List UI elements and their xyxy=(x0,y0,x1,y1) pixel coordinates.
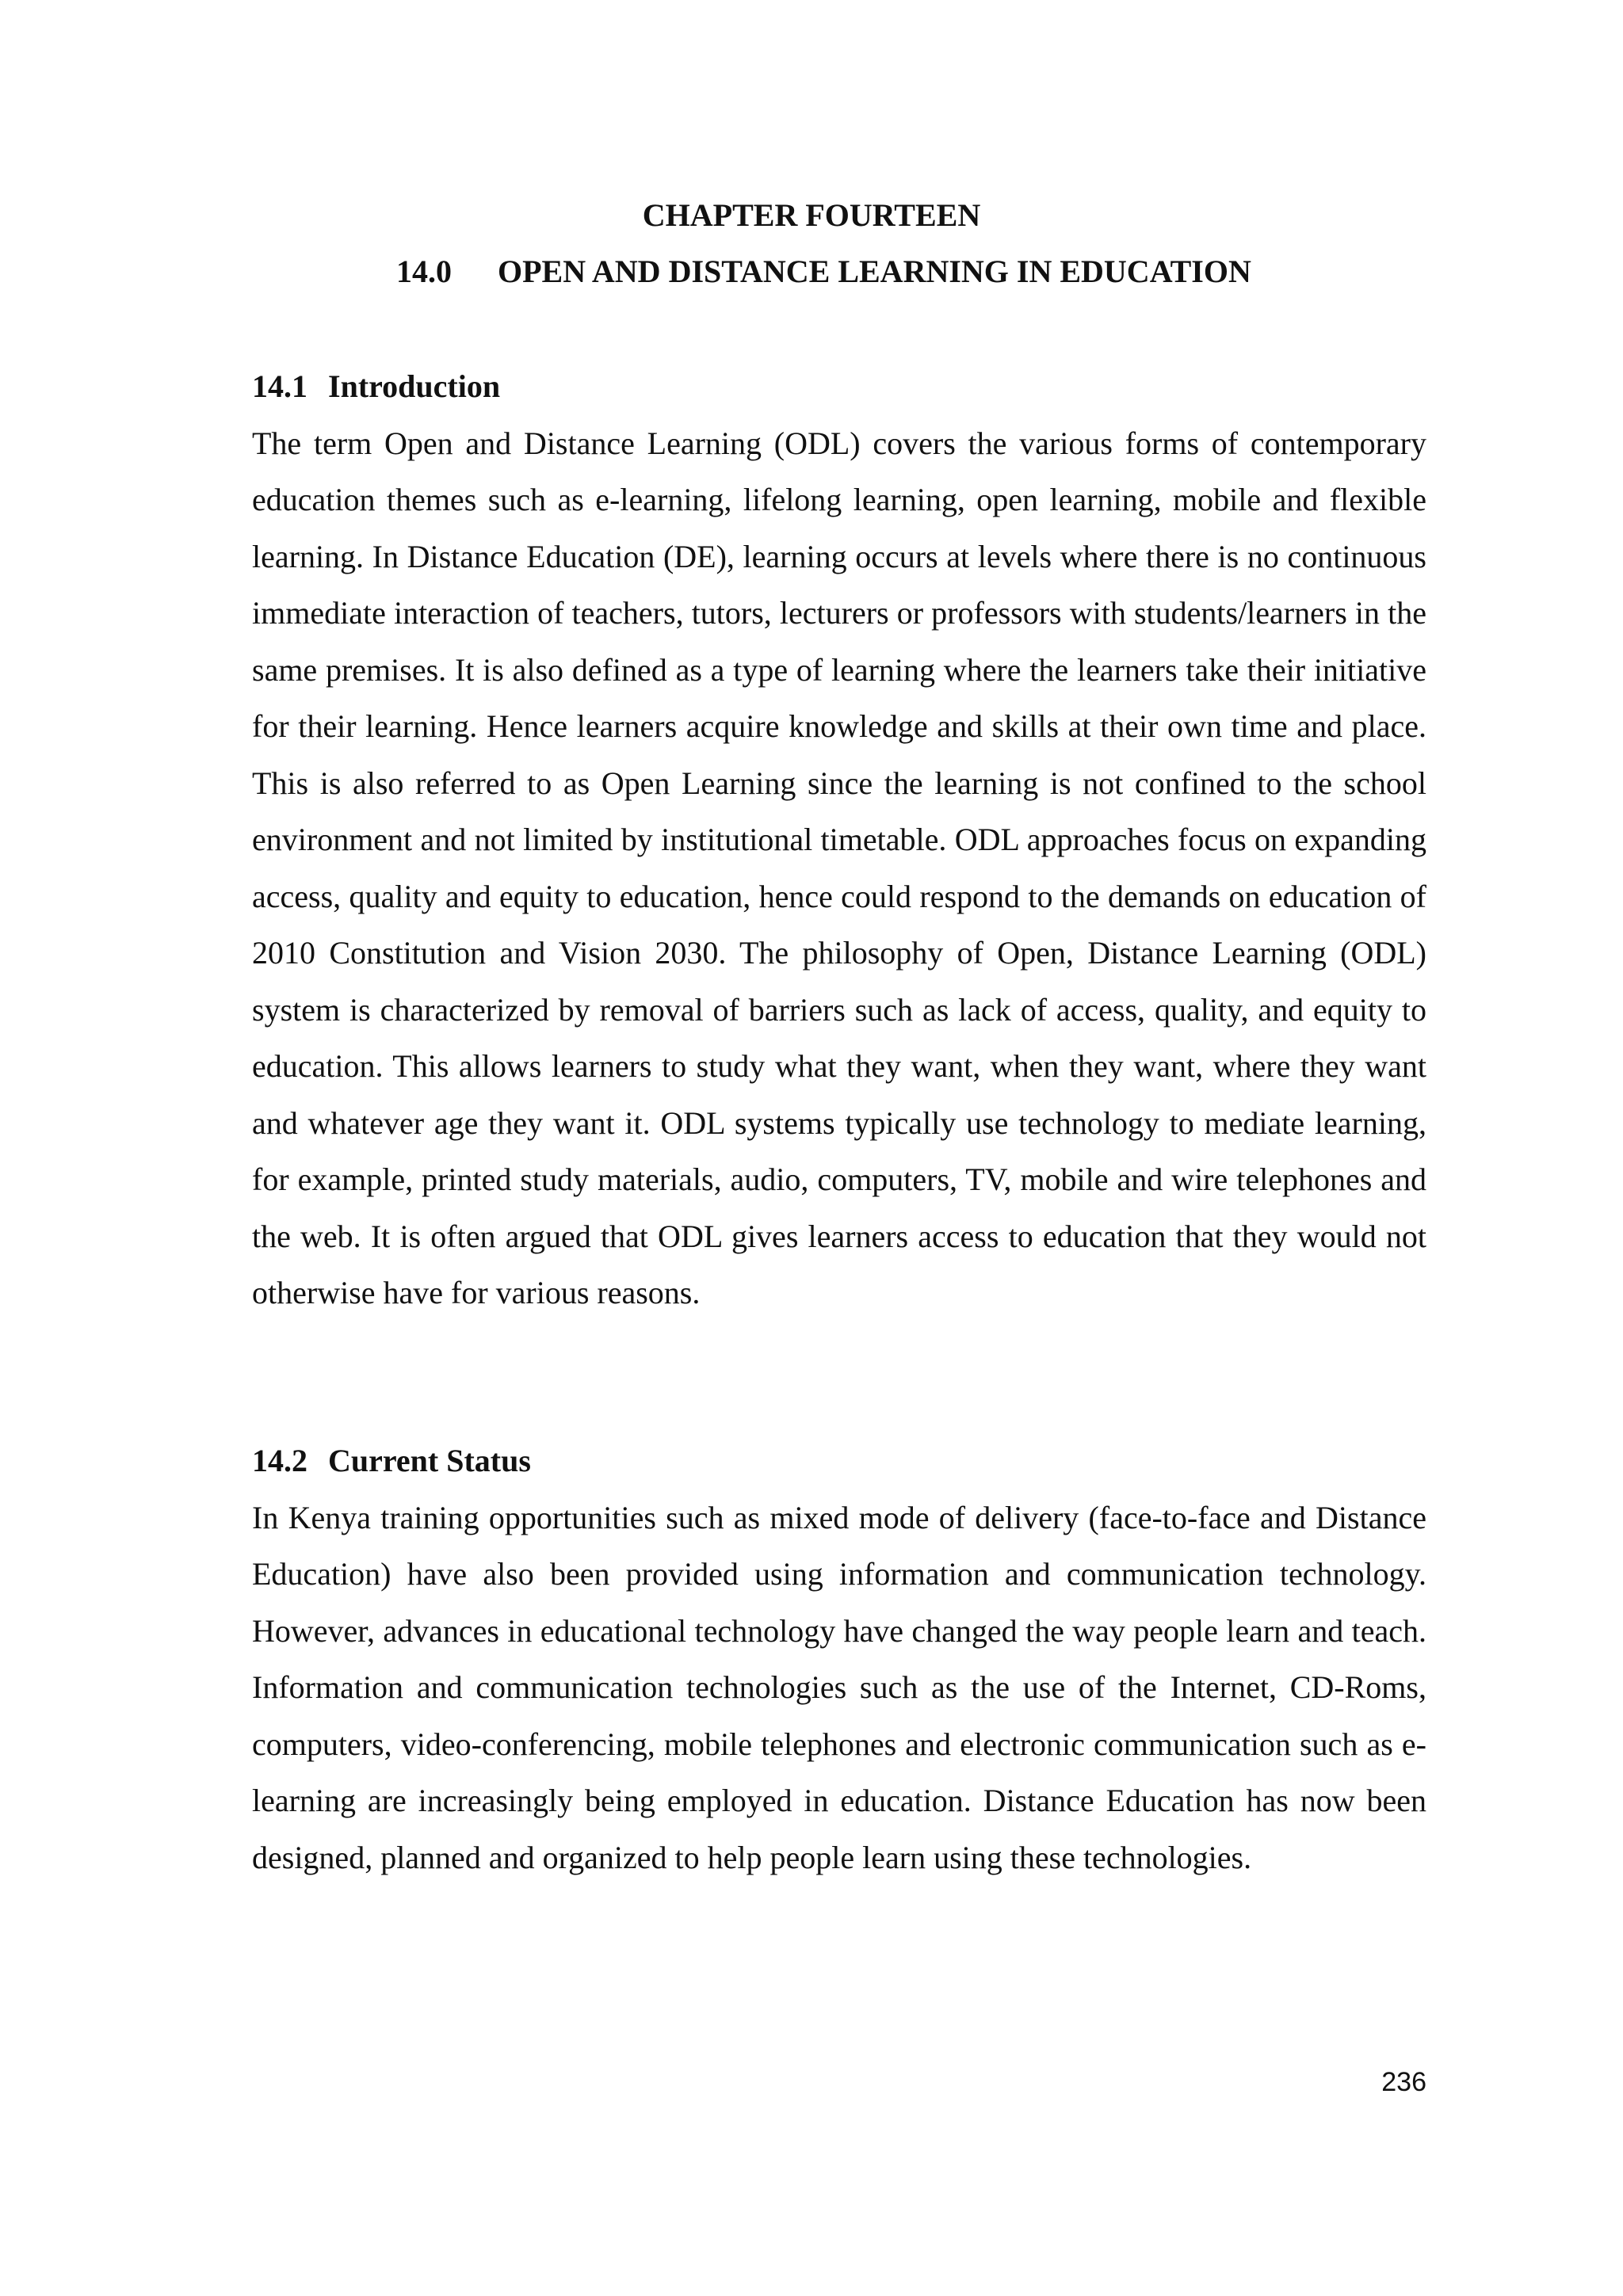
chapter-title-text: OPEN AND DISTANCE LEARNING IN EDUCATION xyxy=(498,254,1251,289)
section-number: 14.1 xyxy=(252,368,307,404)
chapter-number: 14.0 xyxy=(396,254,452,289)
chapter-title xyxy=(396,250,1251,294)
section-heading-text: Introduction xyxy=(328,368,501,404)
section-heading xyxy=(252,1432,1426,1489)
chapter-label: CHAPTER FOURTEEN xyxy=(642,197,981,233)
section-heading xyxy=(252,358,1426,415)
section-body: The term Open and Distance Learning (ODL) covers the various forms of contemporary education themes such as e-learning, lifelong learning, open learning, mobile and flexible learning. In Distance Education (DE), learning occurs at levels where there is no continuous immediate interaction of teachers, tutors, lecturers or professors with students/learners in the same premises. It is also defined as a type of learning where the learners take their initiative for their learning. Hence learners acquire knowledge and skills at their own time and place. This is also referred to as Open Learning since the learning is not confined to the school environment and not limited by institutional timetable. ODL approaches focus on expanding access, quality and equity to education, hence could respond to the demands on education of 2010 Constitution and Vision 2030. The philosophy of Open, Distance Learning (ODL) system is characterized by removal of barriers such as lack of access, quality, and equity to education. This allows learners to study what they want, when they want, where they want and whatever age they want it. ODL systems typically use technology to mediate learning, for example, printed study materials, audio, computers, TV, mobile and wire telephones and the web. It is often argued that ODL gives learners access to education that they would not otherwise have for various reasons. xyxy=(252,425,1426,1310)
section-current-status xyxy=(252,1432,1426,1886)
section-number: 14.2 xyxy=(252,1443,307,1478)
section-introduction xyxy=(252,358,1426,1322)
page-number: 236 xyxy=(1381,2067,1426,2097)
section-body: In Kenya training opportunities such as mixed mode of delivery (face-to-face and Distance Education) have also been provided using information and communication technology. However, advances in educational technology have changed the way people learn and teach. Information and communication technologies such as the use of the Internet, CD-Roms, computers, video-conferencing, mobile telephones and electronic communication such as e-learning are increasingly being employed in education. Distance Education has now been designed, planned and organized to help people learn using these technologies. xyxy=(252,1499,1426,1875)
section-heading-text: Current Status xyxy=(328,1443,531,1478)
